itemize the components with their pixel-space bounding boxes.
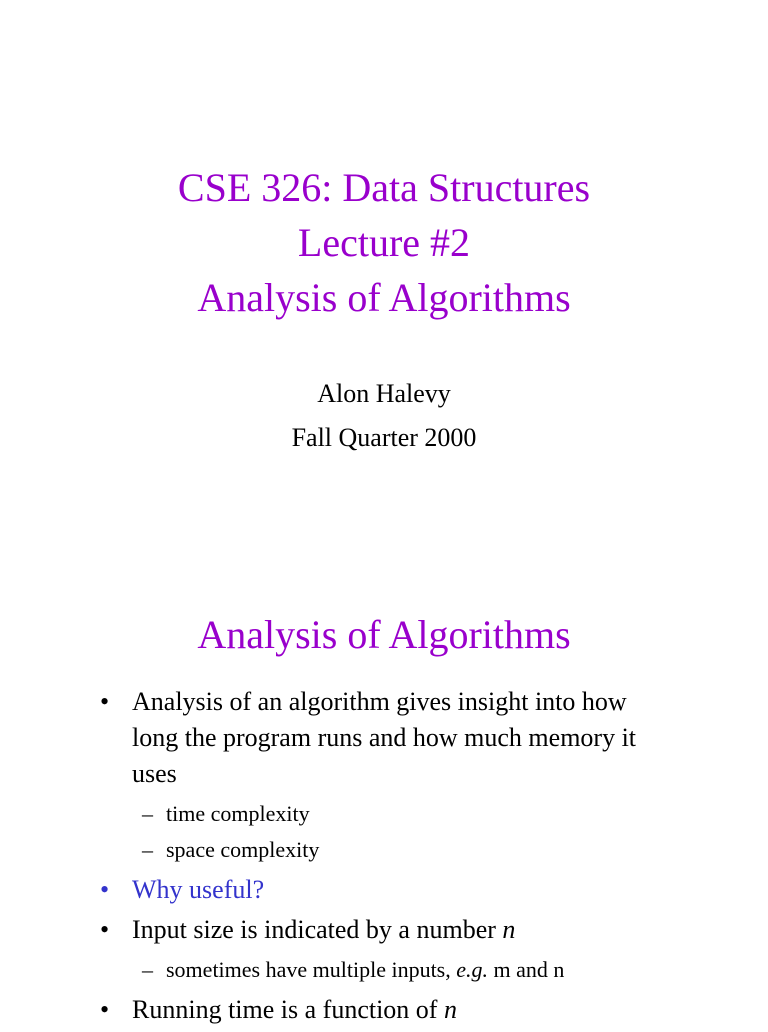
- dash-icon: –: [142, 957, 153, 982]
- dash-icon: –: [142, 837, 153, 862]
- sub-bullet-text: time complexity: [166, 801, 310, 826]
- bullet-text: Running time is a function of: [132, 995, 444, 1024]
- sub-bullet-text: space complexity: [166, 837, 320, 862]
- bullet-icon: •: [100, 687, 110, 716]
- bullet-item: [0, 872, 768, 908]
- bullet-text: Input size is indicated by a number: [132, 915, 503, 944]
- bullet-item: [0, 912, 768, 948]
- bullet-icon: •: [100, 875, 110, 904]
- dash-icon: –: [142, 801, 153, 826]
- bullet-text: Why useful?: [132, 875, 265, 904]
- bullet-list: [0, 684, 768, 1032]
- variable-n: n: [502, 915, 516, 944]
- author-name: Alon Halevy: [317, 379, 451, 408]
- content-slide: [0, 540, 768, 1024]
- bullet-icon: •: [100, 915, 110, 944]
- term-label: Fall Quarter 2000: [291, 423, 477, 452]
- lecture-topic: Analysis of Algorithms: [197, 275, 571, 320]
- bullet-text: Analysis of an algorithm gives insight into how long the program runs and how much memory it uses: [132, 687, 637, 788]
- sub-bullet-item: [0, 796, 768, 832]
- bullet-item: [0, 684, 768, 792]
- sub-bullet-item: [0, 952, 768, 988]
- sub-bullet-item: [0, 832, 768, 868]
- lecture-title: [0, 160, 768, 325]
- course-title: CSE 326: Data Structures: [177, 165, 591, 210]
- variable-n: n: [443, 995, 457, 1024]
- sub-bullet-text-end: m and n: [488, 957, 565, 982]
- slide-title: Analysis of Algorithms: [197, 612, 571, 657]
- bullet-icon: •: [100, 995, 110, 1024]
- author-info: [0, 372, 768, 460]
- eg-abbrev: e.g.: [456, 957, 489, 982]
- sub-bullet-text: sometimes have multiple inputs,: [166, 957, 457, 982]
- bullet-item: [0, 992, 768, 1028]
- lecture-number: Lecture #2: [297, 220, 471, 265]
